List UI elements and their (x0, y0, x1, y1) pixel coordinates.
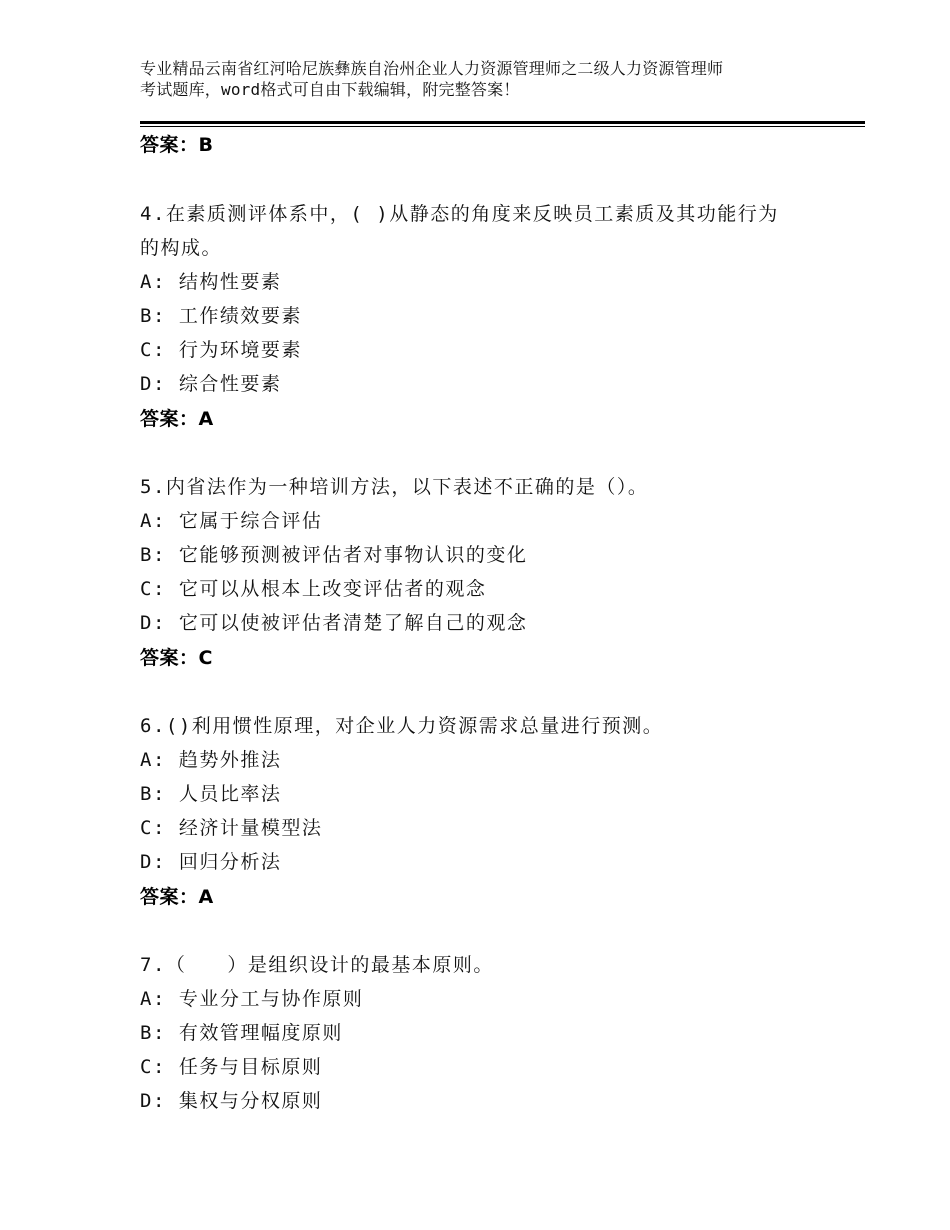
document-header (140, 58, 830, 100)
question-6-stem: 6.()利用惯性原理，对企业人力资源需求总量进行预测。 (140, 715, 664, 737)
question-4-option-c: C: 行为环境要素 (140, 339, 302, 361)
question-5-answer: 答案：C (140, 647, 213, 669)
question-7-option-b: B: 有效管理幅度原则 (140, 1022, 343, 1044)
header-line-1: 专业精品云南省红河哈尼族彝族自治州企业人力资源管理师之二级人力资源管理师 (140, 59, 724, 78)
question-5-option-d: D: 它可以使被评估者清楚了解自己的观念 (140, 612, 528, 634)
question-5-option-b: B: 它能够预测被评估者对事物认识的变化 (140, 544, 528, 566)
question-5-option-c: C: 它可以从根本上改变评估者的观念 (140, 578, 487, 600)
question-4-stem-line-1: 4.在素质测评体系中，( )从静态的角度来反映员工素质及其功能行为 (140, 203, 779, 225)
question-5-stem: 5.内省法作为一种培训方法，以下表述不正确的是（）。 (140, 476, 649, 498)
question-4-answer: 答案：A (140, 408, 214, 430)
question-6-option-d: D: 回归分析法 (140, 851, 282, 873)
answer-previous: 答案：B (140, 134, 214, 156)
question-7-stem: 7.（ ）是组织设计的最基本原则。 (140, 954, 494, 976)
question-7-option-c: C: 任务与目标原则 (140, 1056, 323, 1078)
header-rule-thin (140, 126, 865, 127)
question-7-option-a: A: 专业分工与协作原则 (140, 988, 364, 1010)
header-line-2: 考试题库，word格式可自由下载编辑，附完整答案！ (140, 80, 520, 99)
question-5-option-a: A: 它属于综合评估 (140, 510, 323, 532)
question-6-option-b: B: 人员比率法 (140, 783, 282, 805)
question-6-option-a: A: 趋势外推法 (140, 749, 282, 771)
question-4-stem-line-2: 的构成。 (140, 237, 223, 259)
question-4-option-a: A: 结构性要素 (140, 271, 282, 293)
question-7-option-d: D: 集权与分权原则 (140, 1090, 323, 1112)
question-4-option-d: D: 综合性要素 (140, 373, 282, 395)
question-6-answer: 答案：A (140, 886, 214, 908)
header-rule-thick (140, 121, 865, 124)
question-6-option-c: C: 经济计量模型法 (140, 817, 323, 839)
question-4-option-b: B: 工作绩效要素 (140, 305, 302, 327)
